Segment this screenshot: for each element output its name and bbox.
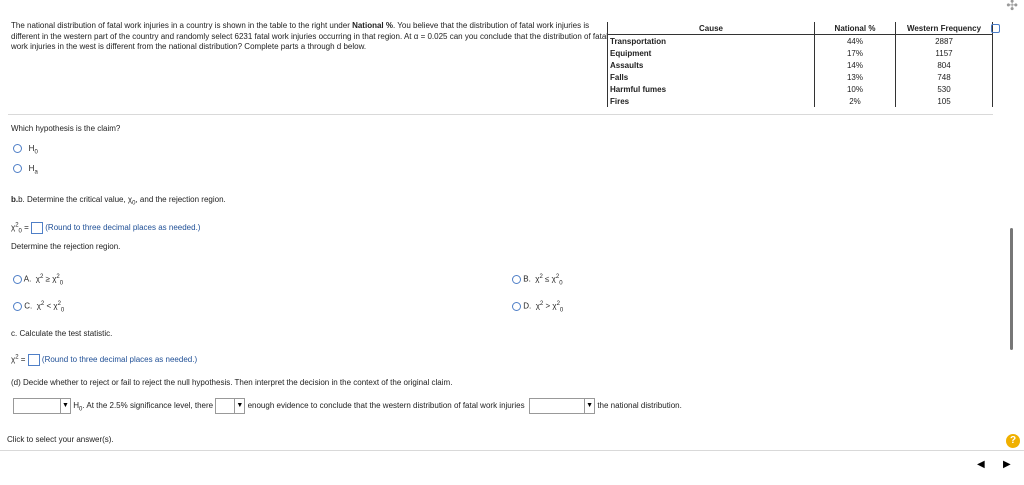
radio-d[interactable] xyxy=(512,302,521,311)
option-d[interactable]: D. $\chi^2 > \chi^2_0$ xyxy=(512,301,563,313)
option-ha[interactable]: $H_a$ xyxy=(13,164,38,176)
next-arrow-icon[interactable]: ▶ xyxy=(1003,459,1011,470)
part-b-question: b.b. Determine the critical value, $\chi_0$, and the rejection region. xyxy=(11,195,226,207)
header-national: National % xyxy=(815,22,896,35)
footer-instruction: Click to select your answer(s). xyxy=(7,435,114,444)
table-row: Fires 2% 105 xyxy=(608,95,993,107)
radio-b[interactable] xyxy=(512,275,521,284)
table-row: Harmful fumes 10% 530 xyxy=(608,83,993,95)
copy-table-icon[interactable] xyxy=(991,24,1000,33)
rejection-prompt: Determine the rejection region. xyxy=(11,242,121,251)
rounding-hint: (Round to three decimal places as needed.) xyxy=(41,355,198,365)
option-h0[interactable]: $H_0$ xyxy=(13,144,38,156)
comparison-dropdown[interactable] xyxy=(529,398,595,414)
test-statistic-row: $\chi^2$ = (Round to three decimal places as needed.) xyxy=(11,354,198,365)
problem-statement: The national distribution of fatal work injuries in a country is shown in the table to the right under National %. You believe that the distribution of fatal work injuries is different in the western part of the country and randomly select 6231 fatal work injuries occurring in that region. At α = 0.025 can you conclude that the distribution of fatal work injuries in the west is different from the national distribution? Complete parts a through d below. xyxy=(11,21,609,51)
table-row: Falls 13% 748 xyxy=(608,71,993,83)
expand-icon[interactable]: ✣ xyxy=(1006,0,1018,13)
header-cause: Cause xyxy=(608,22,815,35)
table-row: Assaults 14% 804 xyxy=(608,59,993,71)
decision-dropdown[interactable] xyxy=(13,398,71,414)
critical-value-input[interactable] xyxy=(31,222,43,234)
option-c[interactable]: C. $\chi^2 < \chi^2_0$ xyxy=(13,301,64,313)
radio-ha[interactable] xyxy=(13,164,22,173)
part-a-question: Which hypothesis is the claim? xyxy=(11,124,121,133)
chevron-down-icon: ▼ xyxy=(234,399,244,413)
divider xyxy=(8,114,993,115)
chevron-down-icon: ▼ xyxy=(60,399,70,413)
radio-c[interactable] xyxy=(13,302,22,311)
table-row: Transportation 44% 2887 xyxy=(608,35,993,48)
critical-value-row: $\chi^2_0$ = (Round to three decimal places as needed.) xyxy=(11,222,201,235)
table-header-row xyxy=(608,22,993,35)
rounding-hint: (Round to three decimal places as needed.) xyxy=(45,223,201,233)
option-a[interactable]: A. $\chi^2 \ge \chi^2_0$ xyxy=(13,274,63,286)
part-c-question: c. Calculate the test statistic. xyxy=(11,329,113,338)
part-d-question: (d) Decide whether to reject or fail to reject the null hypothesis. Then interpret the decision in the context of the original claim. xyxy=(11,378,453,387)
footer-divider xyxy=(0,450,1024,451)
option-b[interactable]: B. $\chi^2 \le \chi^2_0$ xyxy=(512,274,563,286)
scrollbar[interactable] xyxy=(1010,228,1013,350)
test-statistic-input[interactable] xyxy=(28,354,40,366)
prev-arrow-icon[interactable]: ◀ xyxy=(977,459,985,470)
help-icon[interactable]: ? xyxy=(1006,434,1020,448)
evidence-dropdown[interactable] xyxy=(215,398,245,414)
part-d-answer-row: ▼ $H_0$. At the 2.5% significance level, there ▼ enough evidence to conclude that the western distribution of fatal work injuries ▼ the national distribution. xyxy=(13,398,682,414)
radio-h0[interactable] xyxy=(13,144,22,153)
table-row: Equipment 17% 1157 xyxy=(608,47,993,59)
header-western: Western Frequency xyxy=(896,22,993,35)
chevron-down-icon: ▼ xyxy=(584,399,594,413)
radio-a[interactable] xyxy=(13,275,22,284)
injury-data-table xyxy=(607,22,993,107)
